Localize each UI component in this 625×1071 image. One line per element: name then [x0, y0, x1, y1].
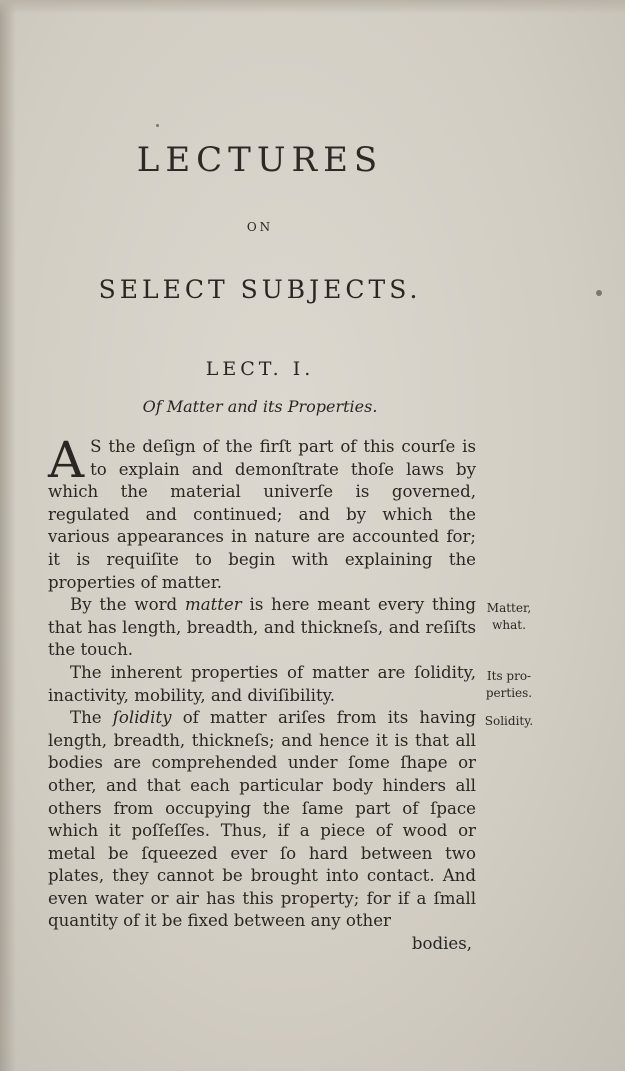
paragraph-4 [48, 707, 476, 933]
drop-cap: A [48, 431, 85, 489]
paper-spot [156, 124, 159, 127]
page-title: LECTURES [136, 140, 384, 180]
margin-note-matter [474, 600, 544, 634]
paragraph-1 [48, 431, 476, 594]
margin-note-properties-line2: perties. [485, 686, 533, 700]
paragraph-4-emphasis: ſolidity [112, 708, 172, 728]
paragraph-2-emphasis: matter [184, 595, 242, 615]
catchword: bodies, [411, 934, 472, 953]
lecture-number: LECT. I. [205, 358, 315, 380]
title-connector: ON [246, 220, 274, 234]
margin-note-properties-line1: Its pro- [486, 669, 532, 683]
margin-note-matter-line1: Matter, [486, 601, 532, 615]
margin-note-properties [474, 668, 544, 702]
paragraph-3: The inherent properties of matter are ſolidity, inactivity, mobility, and diviſibility. [48, 662, 476, 705]
paragraph-2 [48, 594, 476, 662]
lecture-title: Of Matter and its Properties. [142, 397, 378, 416]
paragraph-4-lead: The [70, 708, 113, 728]
paragraph-2-lead: By the word [70, 595, 185, 615]
body-text [48, 431, 476, 933]
paragraph-1-text: S the deſign of the firſt part of this courſe is to explain and demonſtrate thoſe laws by which the material univerſe is governed, regulated and continued; and by which the various appearances in nature are accounted for; it is requiſite to begin with explaining the properties of matter. [48, 437, 476, 592]
top-edge-shadow [0, 0, 625, 14]
page-subtitle: SELECT SUBJECTS. [98, 275, 422, 304]
paper-spot [596, 290, 602, 296]
margin-note-matter-line2: what. [492, 618, 526, 632]
paragraph-4-rest: of matter ariſes from its having length, breadth, thickneſs; and hence it is that all bodies are comprehended under ſome ſhape or other, and that each particular body hinders all others from occupying the ſame part of ſpace which it poſſeſſes. Thus, if a piece of wood or metal be ſqueezed ever ſo hard between two plates, they cannot be brought into contact. And even water or air has this property; for if a ſmall quantity of it be fixed between any other [48, 708, 476, 931]
paragraph-2-rest: is here meant every thing that has length, breadth, and thickneſs, and reſiſts the touch. [48, 595, 476, 660]
margin-note-solidity: Solidity. [484, 714, 534, 728]
